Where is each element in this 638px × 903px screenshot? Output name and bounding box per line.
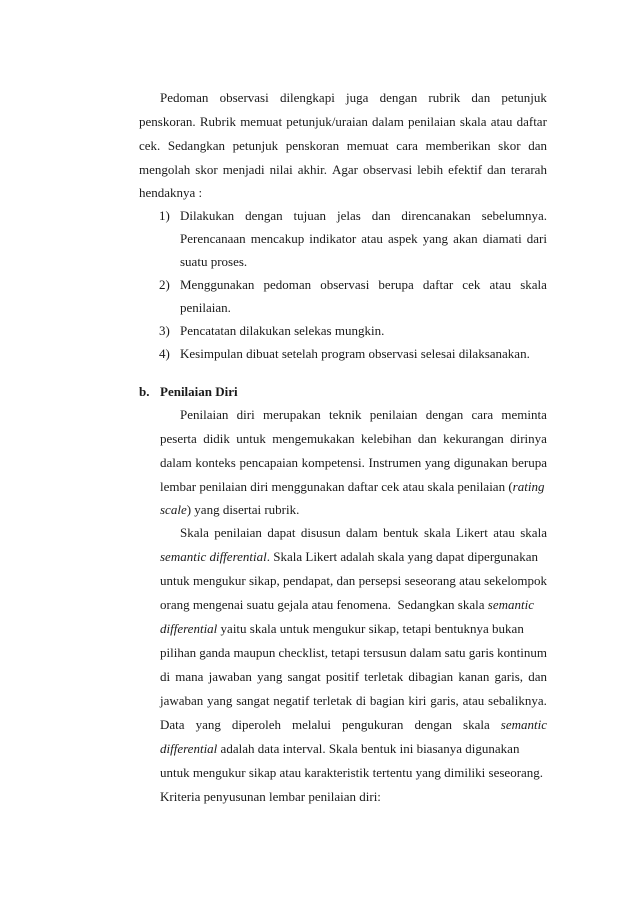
para3-line-5: differential yaitu skala untuk mengukur sikap, tetapi bentuknya bukan (160, 621, 524, 636)
word: yang (422, 231, 448, 246)
word: atau (462, 693, 485, 708)
word: daftar (422, 277, 454, 292)
word: diri (236, 407, 255, 422)
word: dalam (409, 645, 442, 660)
word: skala (459, 114, 487, 129)
word: garis, (430, 693, 459, 708)
word: dirinya (510, 431, 547, 446)
word: dan (528, 138, 547, 153)
word: di (355, 693, 367, 708)
word: pencapaian (239, 455, 298, 470)
word: teknik (329, 407, 362, 422)
word: Sedangkan (167, 138, 225, 153)
para3-line-1 (180, 525, 547, 541)
list-item-1-line-3: suatu proses. (180, 254, 248, 269)
word: merupakan (262, 407, 321, 422)
para3-line-4: orang mengenai suatu gejala atau fenomena. Sedangkan skala semantic (160, 597, 534, 612)
para2-line-5: scale ) yang disertai rubrik. (160, 502, 300, 517)
word: bagian (369, 693, 405, 708)
word: atau (489, 277, 512, 292)
word-italic: semantic (500, 717, 547, 732)
word: yang (195, 717, 221, 732)
word: kiri (408, 693, 427, 708)
word: pendapat, (283, 573, 334, 588)
word: negatif (273, 693, 310, 708)
para1-line-4 (139, 162, 547, 178)
word: checklist, (278, 645, 328, 660)
word: sangat (236, 693, 270, 708)
word: nilai (269, 162, 293, 177)
word: skala (463, 717, 490, 732)
word: jawaban (208, 669, 252, 684)
word: penskoran (285, 138, 340, 153)
word: pedoman (263, 277, 312, 292)
word: observasi (219, 90, 269, 105)
word: mengemukakan (272, 431, 355, 446)
word: dalam (372, 114, 404, 129)
para3-line-2: semantic differential. Skala Likert adalah skala yang dapat dipergunakan (160, 549, 538, 564)
word: sekelompok (484, 573, 547, 588)
word: mengolah (139, 162, 191, 177)
para2-line-3 (160, 455, 547, 471)
word: Rubrik (199, 114, 236, 129)
word: pengukuran (342, 717, 404, 732)
section-heading: Penilaian Diri (160, 384, 238, 399)
word: jelas (336, 208, 361, 223)
word: sebelumnya. (481, 208, 547, 223)
word: cek (462, 277, 481, 292)
list-item-1-line-1 (180, 208, 547, 224)
word: positif (325, 669, 360, 684)
word: memuat (346, 138, 389, 153)
word: persepsi (358, 573, 402, 588)
word: konteks (195, 455, 236, 470)
word: maupun (233, 645, 276, 660)
word: seseorang (404, 573, 456, 588)
word: atau (361, 231, 383, 246)
word: memberikan (425, 138, 491, 153)
word: dan (371, 208, 391, 223)
word: satu (444, 645, 466, 660)
word: efektif (448, 162, 483, 177)
word: terletak (313, 693, 353, 708)
word: tetapi (331, 645, 361, 660)
word: lebih (417, 162, 444, 177)
word: yang (257, 669, 283, 684)
word: tersusun (363, 645, 407, 660)
word: yang (207, 693, 233, 708)
word: atau (493, 525, 515, 540)
para2-line-4: lembar penilaian diri menggunakan daftar cek atau skala penilaian (rating (160, 479, 545, 494)
word: terletak (364, 669, 404, 684)
word: bentuk (383, 525, 419, 540)
word: dilengkapi (279, 90, 335, 105)
word: penilaian (408, 114, 456, 129)
word: tujuan (293, 208, 327, 223)
word: atau (459, 573, 481, 588)
word: menjadi (222, 162, 265, 177)
word: petunjuk (232, 138, 279, 153)
list-item-2-number: 2) (159, 277, 170, 292)
para3-line-12: Kriteria penyusunan lembar penilaian diri: (160, 789, 381, 804)
word: Instrumen (368, 455, 422, 470)
word: skala (423, 525, 451, 540)
word: digunakan (453, 455, 508, 470)
word: yang (424, 455, 451, 470)
word: jawaban (160, 693, 204, 708)
para3-line-10: differential adalah data interval. Skala bentuk ini biasanya digunakan (160, 741, 520, 756)
word: rubrik (428, 90, 461, 105)
word: dan (471, 90, 491, 105)
para3-line-8 (160, 693, 547, 709)
word: dan (528, 669, 547, 684)
para3-line-9 (160, 717, 547, 733)
word: dalam (160, 455, 192, 470)
word: kelebihan (360, 431, 412, 446)
word: kekurangan (443, 431, 504, 446)
word: skor (195, 162, 218, 177)
word: dengan (245, 208, 283, 223)
word: dengan (379, 90, 418, 105)
word: Menggunakan (180, 277, 255, 292)
word: Perencanaan (180, 231, 246, 246)
word: berupa (511, 455, 547, 470)
word: untuk (236, 431, 266, 446)
word: aspek (388, 231, 418, 246)
word: berupa (378, 277, 414, 292)
word: Pedoman (160, 90, 209, 105)
para1-line-1 (160, 90, 547, 106)
word: melalui (292, 717, 332, 732)
list-item-1-line-2 (180, 231, 547, 247)
word: peserta (160, 431, 197, 446)
word: cek. (139, 138, 161, 153)
word: kanan (458, 669, 490, 684)
word: terarah (510, 162, 547, 177)
word: memuat (240, 114, 283, 129)
word: mencakup (250, 231, 305, 246)
word: Penilaian (180, 407, 229, 422)
word: disusun (300, 525, 341, 540)
word: dibagian (408, 669, 454, 684)
word: akhir. (297, 162, 327, 177)
word: dan (417, 431, 437, 446)
word: dari (526, 231, 547, 246)
word: didik (203, 431, 230, 446)
word: penilaian (214, 525, 262, 540)
word: sikap, (249, 573, 280, 588)
word: observasi (320, 277, 370, 292)
list-item-3-line-1: Pencatatan dilakukan selekas mungkin. (180, 323, 385, 338)
word: petunjuk/uraian (286, 114, 368, 129)
word: diperoleh (231, 717, 281, 732)
word: skor (498, 138, 521, 153)
word: direncanakan (401, 208, 471, 223)
word: atau (490, 114, 513, 129)
word: pilihan (160, 645, 197, 660)
word: daftar (516, 114, 547, 129)
word: observasi (363, 162, 413, 177)
word: mengukur (192, 573, 246, 588)
para1-line-2 (139, 114, 547, 130)
word: dalam (346, 525, 378, 540)
word: penskoran. (139, 114, 196, 129)
word: diamati (482, 231, 522, 246)
list-item-2-line-1 (180, 277, 547, 293)
word: garis (468, 645, 494, 660)
para2-line-1 (180, 407, 547, 423)
word: dengan (425, 407, 464, 422)
word: sebaliknya. (488, 693, 547, 708)
list-item-3-number: 3) (159, 323, 170, 338)
word: meminta (501, 407, 547, 422)
list-item-1-number: 1) (159, 208, 170, 223)
word: dapat (267, 525, 296, 540)
para2-line-2 (160, 431, 547, 447)
para1-line-3 (139, 138, 547, 154)
word: di (160, 669, 171, 684)
word: cara (471, 407, 494, 422)
para3-line-7 (160, 669, 547, 685)
word: Skala (180, 525, 209, 540)
word: dengan (414, 717, 452, 732)
word: sangat (287, 669, 321, 684)
list-item-2-line-2: penilaian. (180, 300, 231, 315)
word: Data (160, 717, 185, 732)
para3-line-11: untuk mengukur sikap atau karakteristik tertentu yang dimiliki seseorang. (160, 765, 544, 780)
word: dan (336, 573, 356, 588)
section-letter: b. (139, 384, 150, 399)
word: Agar (331, 162, 358, 177)
word: garis, (494, 669, 524, 684)
word: indikator (309, 231, 357, 246)
word: ganda (199, 645, 231, 660)
word: kompetensi. (301, 455, 365, 470)
word: skala (520, 277, 547, 292)
list-item-4-line-1: Kesimpulan dibuat setelah program observasi selesai dilaksanakan. (180, 346, 530, 361)
word: Likert (456, 525, 488, 540)
word: penilaian (369, 407, 418, 422)
word: petunjuk (501, 90, 547, 105)
word: Dilakukan (180, 208, 235, 223)
list-item-4-number: 4) (159, 346, 170, 361)
para3-line-3 (160, 573, 547, 589)
word: dan (487, 162, 506, 177)
word: skala (520, 525, 547, 540)
word: mana (175, 669, 204, 684)
para3-line-6 (160, 645, 547, 661)
word: juga (346, 90, 369, 105)
para1-line-5: hendaknya : (139, 185, 203, 200)
word: kontinum (497, 645, 547, 660)
word: cara (396, 138, 418, 153)
word: akan (453, 231, 478, 246)
word: untuk (160, 573, 190, 588)
